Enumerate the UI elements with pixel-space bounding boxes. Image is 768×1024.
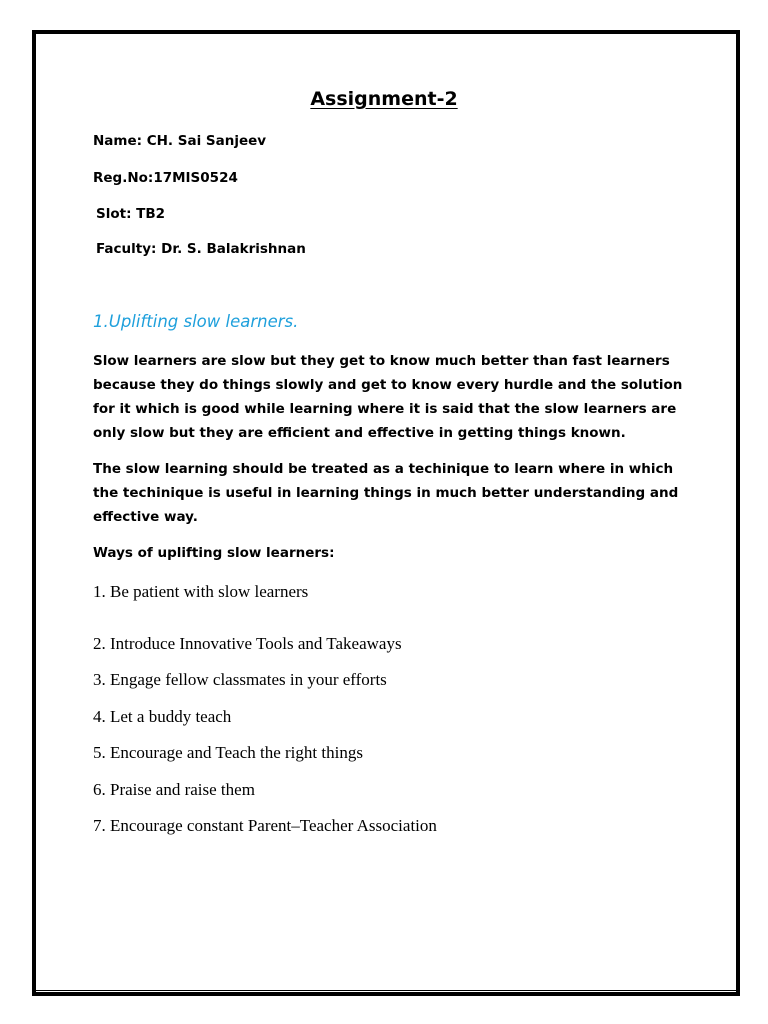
slot: Slot: TB2: [96, 206, 166, 222]
ways-list-item: 1. Be patient with slow learners: [93, 582, 309, 601]
registration-number: Reg.No:17MIS0524: [93, 170, 238, 186]
ways-list-item: 7. Encourage constant Parent–Teacher Association: [93, 816, 437, 835]
document-title: [0, 88, 768, 110]
student-name: Name: CH. Sai Sanjeev: [93, 133, 267, 149]
ways-list-item: 5. Encourage and Teach the right things: [93, 743, 363, 762]
ways-heading: Ways of uplifting slow learners:: [93, 545, 335, 561]
paragraph-2: [93, 457, 693, 529]
ways-list-item: 3. Engage fellow classmates in your efforts: [93, 670, 387, 689]
paragraph-2-line: the techinique is useful in learning things in much better understanding and: [93, 485, 679, 501]
ways-list-item: 6. Praise and raise them: [93, 780, 255, 799]
ways-list-item: 2. Introduce Innovative Tools and Takeaways: [93, 634, 402, 653]
document-title-text: Assignment-2: [310, 88, 458, 110]
page-border-bottom-rule: [32, 990, 740, 991]
paragraph-1-line: because they do things slowly and get to know every hurdle and the solution: [93, 377, 683, 393]
paragraph-2-line: effective way.: [93, 509, 198, 525]
paragraph-1-line: Slow learners are slow but they get to know much better than fast learners: [93, 353, 670, 369]
paragraph-1-line: for it which is good while learning where it is said that the slow learners are: [93, 401, 677, 417]
section-heading: 1.Uplifting slow learners.: [93, 312, 299, 331]
faculty: Faculty: Dr. S. Balakrishnan: [96, 241, 306, 257]
paragraph-2-line: The slow learning should be treated as a techinique to learn where in which: [93, 461, 674, 477]
paragraph-1: [93, 349, 693, 445]
ways-list-item: 4. Let a buddy teach: [93, 707, 232, 726]
paragraph-1-line: only slow but they are efficient and effective in getting things known.: [93, 425, 626, 441]
